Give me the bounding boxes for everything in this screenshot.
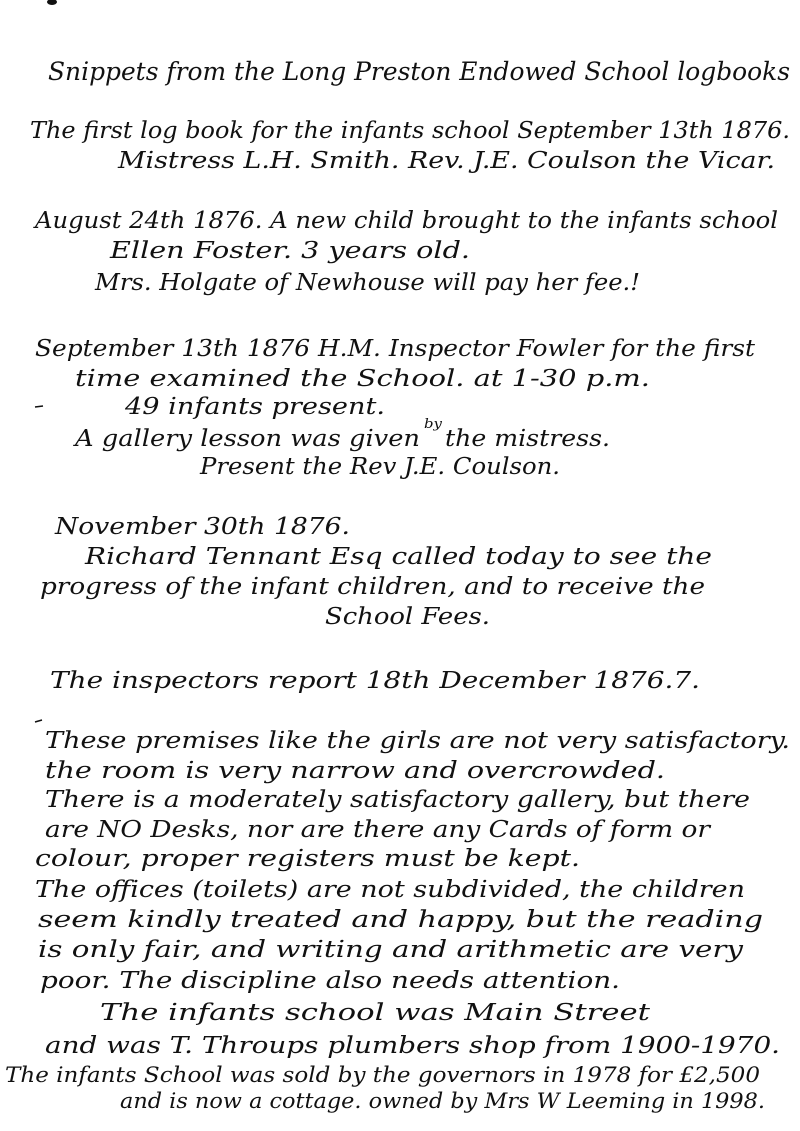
sep-entry-line-4-superscript: by — [424, 417, 443, 432]
sep-entry-line-5: Present the Rev J.E. Coulson. — [198, 454, 560, 480]
footer-line-3: The infants School was sold by the governors in 1978 for £2,500 — [5, 1063, 760, 1087]
nov-entry-line-3: progress of the infant children, and to receive the — [40, 574, 705, 600]
report-line: are NO Desks, nor are there any Cards of form or — [45, 817, 713, 843]
aug-entry-line-1: August 24th 1876. A new child brought to the infants school — [32, 208, 778, 234]
report-line: the room is very narrow and overcrowded. — [45, 758, 665, 784]
footer-line-1: The infants school was Main Street — [100, 1000, 652, 1026]
report-line: poor. The discipline also needs attention. — [40, 968, 620, 994]
sep-entry-line-1: September 13th 1876 H.M. Inspector Fowler for the first — [35, 336, 756, 362]
sep-entry-line-4b: the mistress. — [445, 426, 610, 452]
page-title: Snippets from the Long Preston Endowed School logbooks — [48, 57, 790, 86]
intro-line-2: Mistress L.H. Smith. Rev. J.E. Coulson the Vicar. — [116, 148, 775, 174]
footer-line-4: and is now a cottage. owned by Mrs W Leeming in 1998. — [120, 1089, 765, 1113]
nov-entry-line-2: Richard Tennant Esq called today to see the — [83, 544, 712, 570]
nov-entry-line-4: School Fees. — [325, 604, 490, 630]
sep-entry-line-2: time examined the School. at 1-30 p.m. — [75, 366, 650, 392]
report-line: There is a moderately satisfactory gallery, but there — [45, 787, 750, 813]
report-line: colour, proper registers must be kept. — [35, 846, 580, 872]
nov-entry-line-1: November 30th 1876. — [53, 514, 351, 540]
report-line: is only fair, and writing and arithmetic are very — [38, 937, 745, 963]
intro-line-1: The first log book for the infants school September 13th 1876. — [30, 118, 790, 144]
sep-entry-line-4a: A gallery lesson was given — [72, 426, 421, 452]
aug-entry-line-3: Mrs. Holgate of Newhouse will pay her fee.! — [93, 270, 641, 296]
report-line: These premises like the girls are not very satisfactory. — [45, 728, 790, 754]
report-heading: The inspectors report 18th December 1876.7. — [50, 668, 700, 694]
footer-line-2: and was T. Throups plumbers shop from 1900-1970. — [45, 1033, 780, 1059]
aug-entry-line-2: Ellen Foster. 3 years old. — [108, 238, 470, 264]
sep-entry-line-3: 49 infants present. — [123, 394, 385, 420]
report-line: seem kindly treated and happy, but the reading — [38, 907, 763, 933]
report-line: The offices (toilets) are not subdivided, the children — [35, 877, 745, 903]
margin-tick — [35, 406, 43, 407]
